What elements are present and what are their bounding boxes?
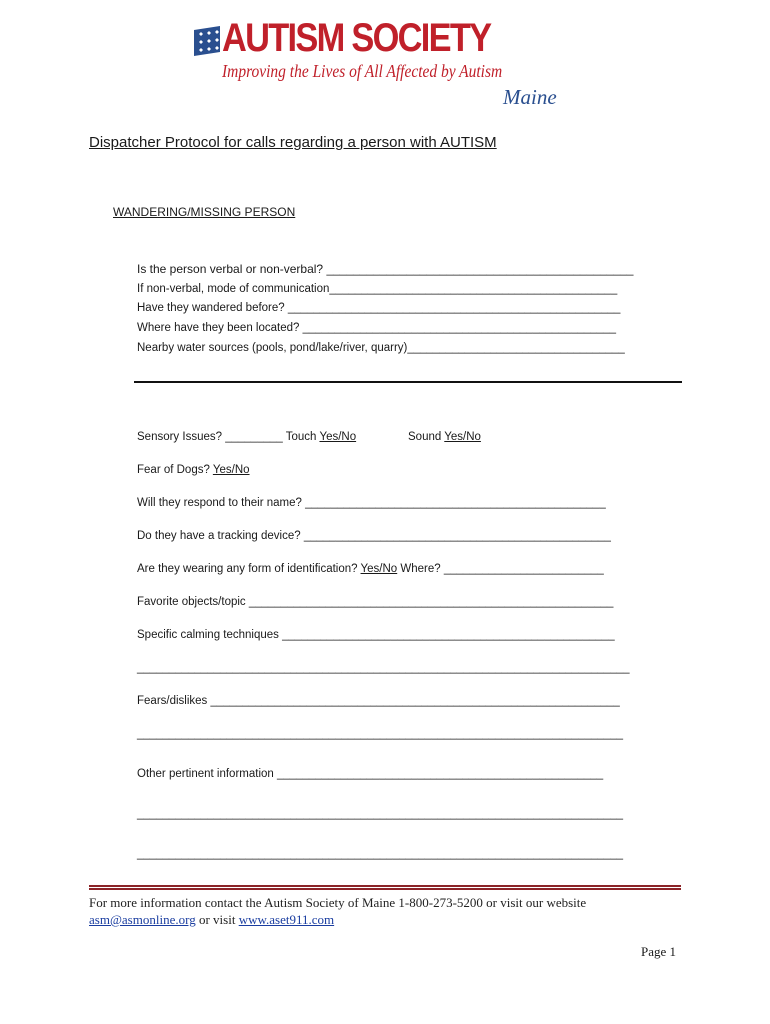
fears-line-2: ____________________________________________________________________________ — [137, 728, 624, 740]
footer-rule-top — [89, 885, 681, 887]
email-link[interactable]: asm@asmonline.org — [89, 912, 196, 927]
logo-state: Maine — [503, 85, 557, 109]
section-divider — [134, 381, 682, 383]
id-label: Are they wearing any form of identification? — [137, 563, 358, 575]
question-tracking: Do they have a tracking device? ________________________________________________ — [137, 530, 611, 542]
section-heading: WANDERING/MISSING PERSON — [113, 205, 296, 219]
question-identification — [137, 563, 604, 575]
question-water: Nearby water sources (pools, pond/lake/river, quarry)__________________________________ — [137, 342, 625, 354]
other-line-3: ____________________________________________________________________________ — [137, 848, 624, 860]
question-communication: If non-verbal, mode of communication_____________________________________________ — [137, 283, 618, 295]
footer-rule-bottom — [89, 888, 681, 890]
other-line-2: ____________________________________________________________________________ — [137, 808, 624, 820]
dogs-answer: Yes/No — [212, 464, 250, 476]
website-link[interactable]: www.aset911.com — [238, 912, 335, 927]
question-dogs — [137, 464, 250, 476]
page-number: Page 1 — [641, 944, 677, 959]
flag-logo-icon — [190, 26, 224, 56]
question-verbal: Is the person verbal or non-verbal? ______________________________________________ — [137, 262, 634, 276]
question-calming: Specific calming techniques ____________________________________________________ — [137, 629, 615, 641]
sound-answer: Yes/No — [444, 431, 481, 443]
question-name: Will they respond to their name? _______________________________________________ — [137, 497, 606, 509]
calming-line-2: _____________________________________________________________________________ — [137, 662, 630, 674]
footer-contact-text: For more information contact the Autism Society of Maine 1-800-273-5200 or visit our website — [89, 895, 587, 910]
question-sensory — [137, 431, 356, 443]
sound-label: Sound — [408, 431, 442, 443]
id-where: Where? _________________________ — [400, 563, 604, 575]
logo-wordmark: AUTISM SOCIETY — [222, 16, 491, 60]
sensory-touch-answer: Yes/No — [319, 431, 357, 443]
footer-or-visit: or visit — [195, 912, 239, 927]
document-title: Dispatcher Protocol for calls regarding a person with AUTISM — [89, 134, 497, 151]
question-fears: Fears/dislikes ________________________________________________________________ — [137, 695, 620, 707]
question-other: Other pertinent information ___________________________________________________ — [137, 768, 604, 780]
sensory-label: Sensory Issues? _________ Touch — [137, 431, 317, 443]
question-located: Where have they been located? _________________________________________________ — [137, 322, 616, 334]
id-answer: Yes/No — [360, 563, 398, 575]
footer-links — [89, 912, 334, 928]
question-favorite: Favorite objects/topic _________________________________________________________ — [137, 596, 614, 608]
question-sound — [408, 431, 481, 443]
dogs-label: Fear of Dogs? — [137, 464, 210, 476]
logo-tagline: Improving the Lives of All Affected by Autism — [222, 61, 503, 81]
question-wandered: Have they wandered before? ____________________________________________________ — [137, 302, 621, 314]
